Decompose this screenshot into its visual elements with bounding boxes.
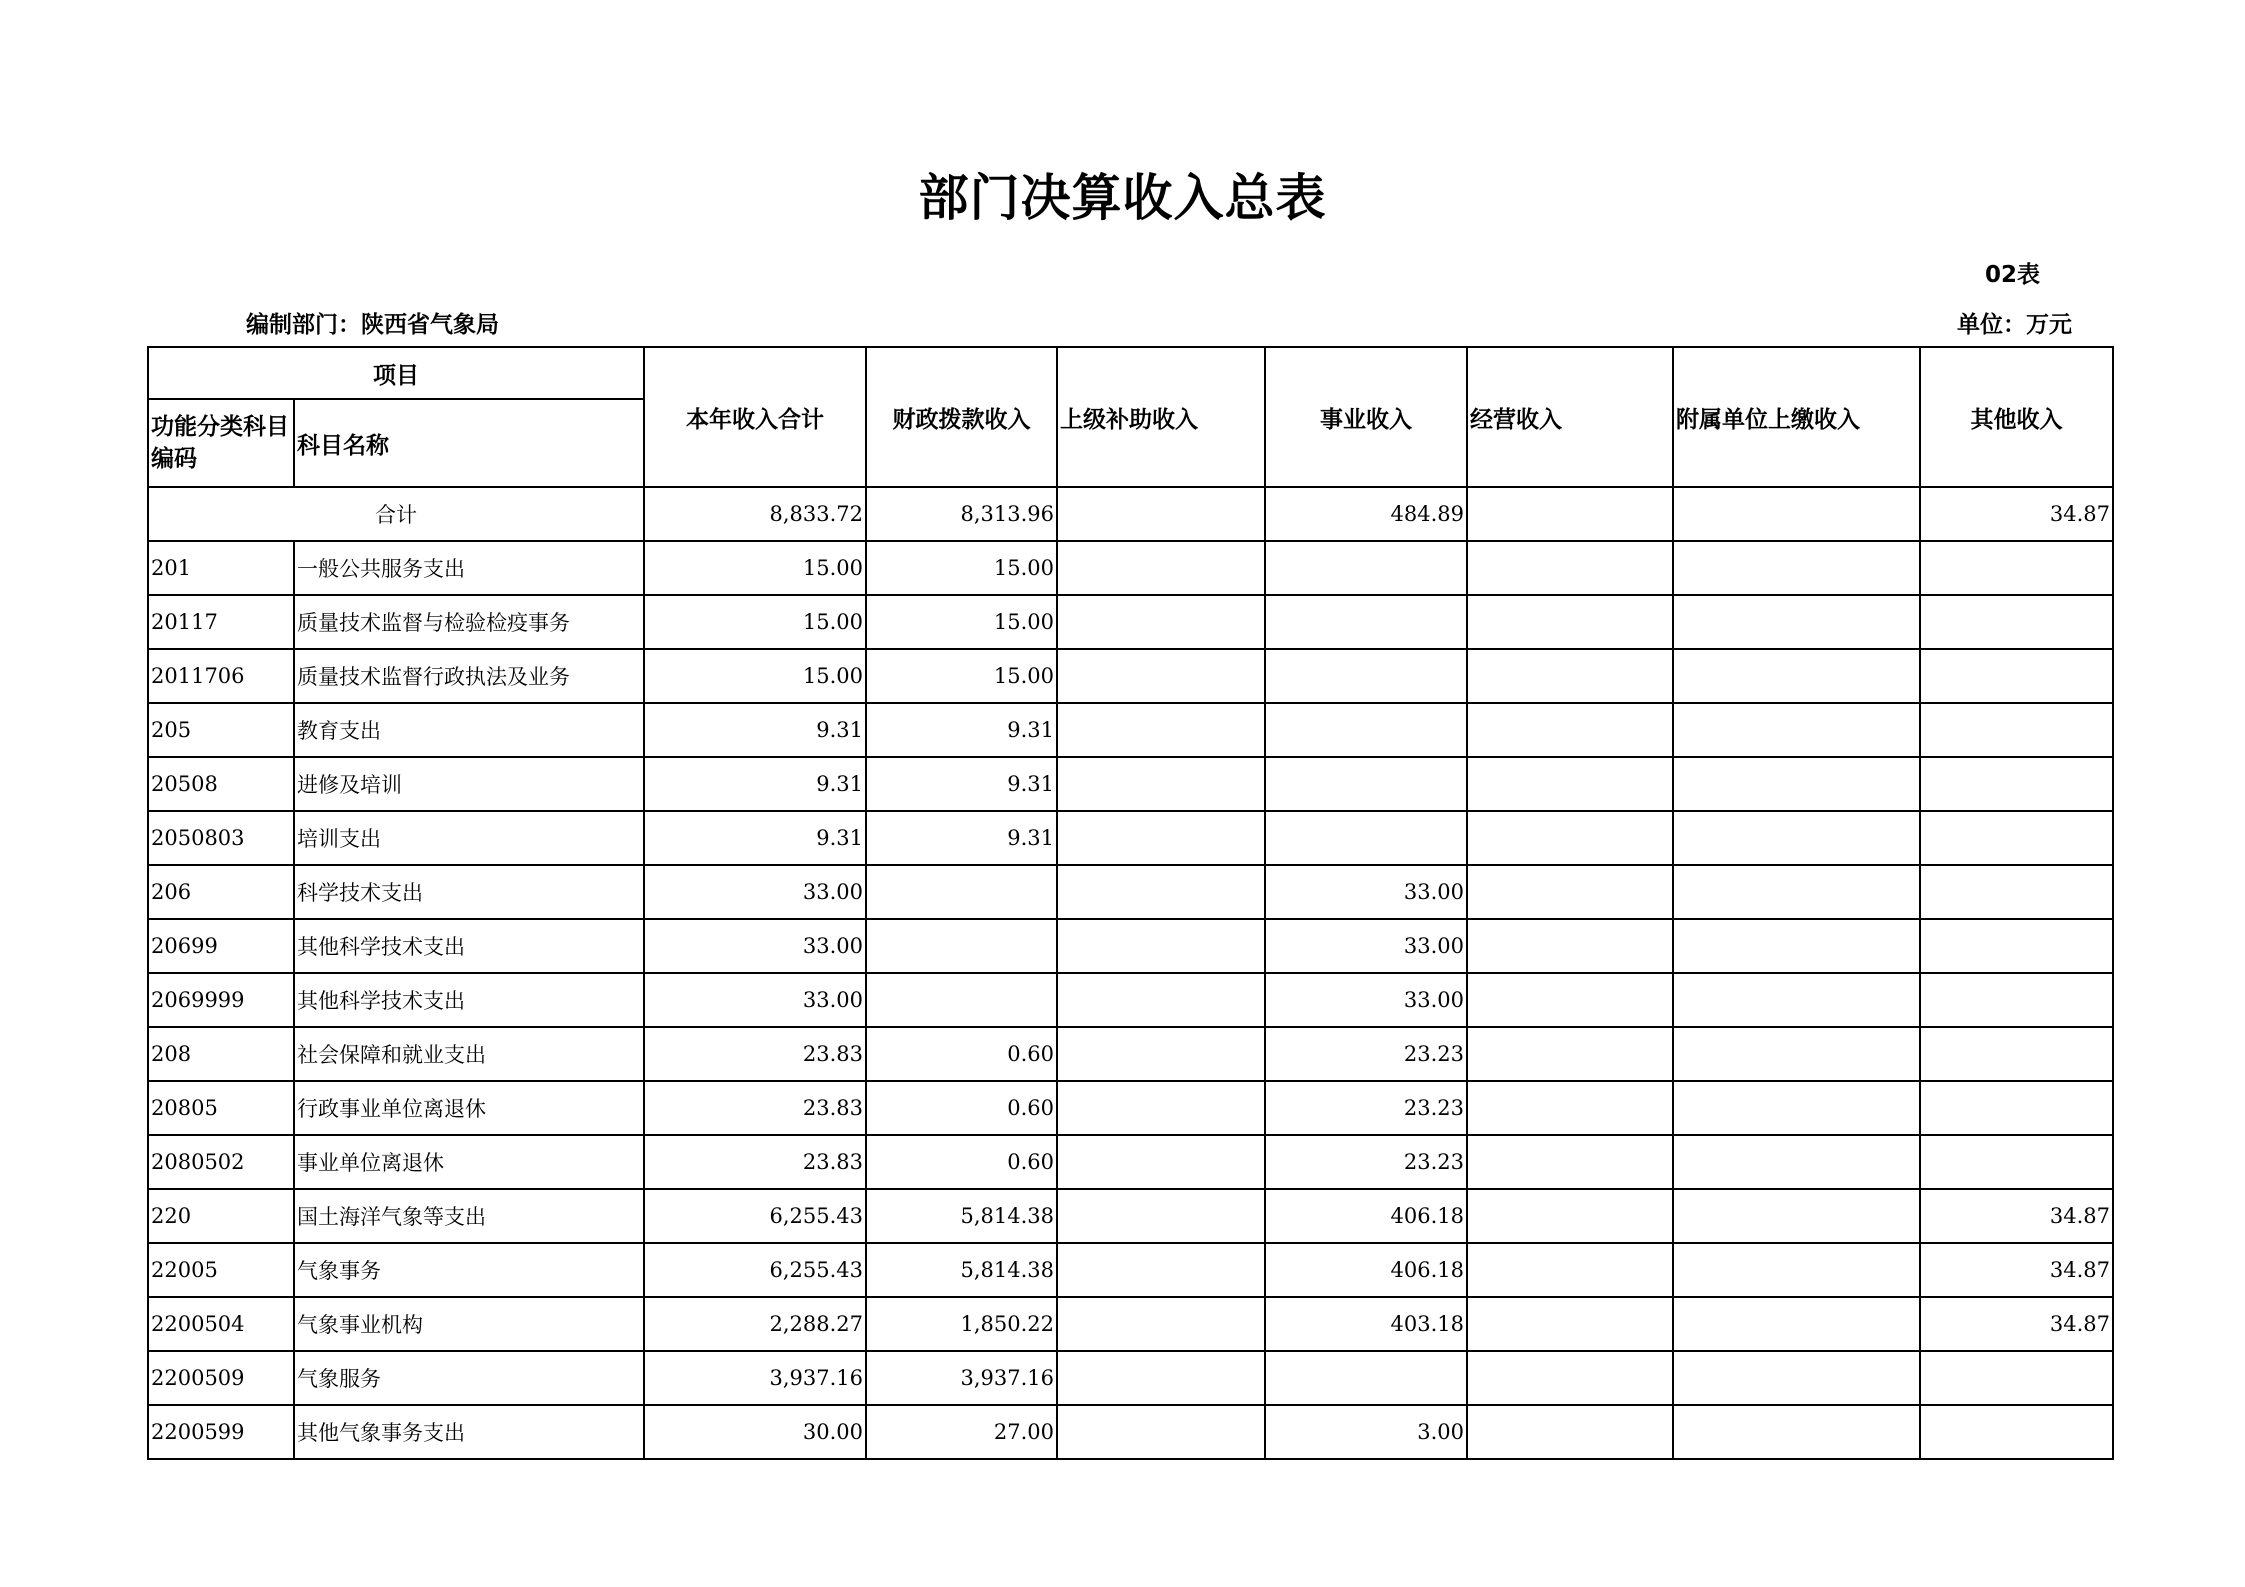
table-row: [148, 811, 2113, 865]
cell-superior: [1057, 757, 1265, 811]
cell-superior: [1057, 1189, 1265, 1243]
cell-fiscal: 3,937.16: [866, 1351, 1057, 1405]
cell-business: 33.00: [1265, 919, 1467, 973]
cell-superior: [1057, 1351, 1265, 1405]
cell-business: [1265, 811, 1467, 865]
cell-affiliate: [1673, 1027, 1920, 1081]
table-row: [148, 541, 2113, 595]
cell-business: [1265, 541, 1467, 595]
cell-total: 9.31: [644, 757, 866, 811]
cell-business: 406.18: [1265, 1243, 1467, 1297]
cell-operating: [1467, 919, 1673, 973]
table-row: [148, 1027, 2113, 1081]
cell-fiscal: 9.31: [866, 811, 1057, 865]
cell-code: 205: [148, 703, 294, 757]
cell-operating: [1467, 757, 1673, 811]
cell-code: 201: [148, 541, 294, 595]
cell-operating: [1467, 1081, 1673, 1135]
cell-name: 科学技术支出: [294, 865, 644, 919]
cell-fiscal: 0.60: [866, 1081, 1057, 1135]
cell-affiliate: [1673, 541, 1920, 595]
cell-total: 3,937.16: [644, 1351, 866, 1405]
cell-fiscal: 5,814.38: [866, 1243, 1057, 1297]
cell-affiliate: [1673, 811, 1920, 865]
cell-business: 23.23: [1265, 1135, 1467, 1189]
cell-superior: [1057, 1027, 1265, 1081]
cell-operating: [1467, 1351, 1673, 1405]
total-label: 合计: [148, 487, 644, 541]
cell-code: 2069999: [148, 973, 294, 1027]
cell-other: [1920, 1135, 2113, 1189]
cell-other: 34.87: [1920, 1189, 2113, 1243]
income-summary-table: [147, 346, 2114, 1460]
cell-other: [1920, 865, 2113, 919]
cell-affiliate: [1673, 1081, 1920, 1135]
header-superior: 上级补助收入: [1057, 347, 1265, 487]
cell-business: [1265, 595, 1467, 649]
cell-business: 33.00: [1265, 865, 1467, 919]
cell-name: 质量技术监督行政执法及业务: [294, 649, 644, 703]
cell-name: 其他科学技术支出: [294, 919, 644, 973]
cell-superior: [1057, 649, 1265, 703]
cell-operating: [1467, 1243, 1673, 1297]
table-number: 02表: [1984, 262, 2040, 288]
cell-business: [1265, 1351, 1467, 1405]
header-business: 事业收入: [1265, 347, 1467, 487]
cell-operating: [1467, 649, 1673, 703]
cell-business: [1265, 757, 1467, 811]
header-item: 项目: [148, 347, 644, 399]
cell-name: 质量技术监督与检验检疫事务: [294, 595, 644, 649]
cell-business: 23.23: [1265, 1081, 1467, 1135]
header-affiliate: 附属单位上缴收入: [1673, 347, 1920, 487]
cell-total: 15.00: [644, 595, 866, 649]
cell-name: 气象事务: [294, 1243, 644, 1297]
table-row: [148, 703, 2113, 757]
cell-name: 一般公共服务支出: [294, 541, 644, 595]
cell-total: 15.00: [644, 541, 866, 595]
cell-name: 社会保障和就业支出: [294, 1027, 644, 1081]
table-row: [148, 1135, 2113, 1189]
cell-fiscal: 9.31: [866, 757, 1057, 811]
cell-affiliate: [1673, 1405, 1920, 1459]
header-total: 本年收入合计: [644, 347, 866, 487]
cell-other: [1920, 811, 2113, 865]
cell-affiliate: [1673, 1243, 1920, 1297]
cell-other: [1920, 1081, 2113, 1135]
cell-operating: [1467, 595, 1673, 649]
cell-other: [1920, 919, 2113, 973]
cell-total: 23.83: [644, 1135, 866, 1189]
total-row: [148, 487, 2113, 541]
cell-total: 9.31: [644, 811, 866, 865]
cell-affiliate: [1673, 973, 1920, 1027]
cell-business: 23.23: [1265, 1027, 1467, 1081]
cell-total: 6,255.43: [644, 1189, 866, 1243]
cell-business: 3.00: [1265, 1405, 1467, 1459]
cell-operating: [1467, 1297, 1673, 1351]
header-other: 其他收入: [1920, 347, 2113, 487]
cell-operating: [1467, 1135, 1673, 1189]
table-row: [148, 865, 2113, 919]
table-row: [148, 1405, 2113, 1459]
cell-code: 2011706: [148, 649, 294, 703]
cell-name: 气象事业机构: [294, 1297, 644, 1351]
header-operating: 经营收入: [1467, 347, 1673, 487]
cell-affiliate: [1673, 919, 1920, 973]
cell-code: 20117: [148, 595, 294, 649]
cell-business: [1265, 649, 1467, 703]
cell-superior: [1057, 541, 1265, 595]
cell-fiscal: 15.00: [866, 541, 1057, 595]
cell-code: 2200509: [148, 1351, 294, 1405]
table-body: [148, 347, 2113, 1459]
cell-fiscal: [866, 973, 1057, 1027]
header-code: 功能分类科目编码: [148, 399, 294, 487]
cell-operating: [1467, 1027, 1673, 1081]
cell-other: [1920, 649, 2113, 703]
cell-affiliate: [1673, 649, 1920, 703]
cell-operating: [1467, 811, 1673, 865]
cell-code: 2200599: [148, 1405, 294, 1459]
cell-other: [1920, 703, 2113, 757]
cell-fiscal: 15.00: [866, 649, 1057, 703]
cell-name: 事业单位离退休: [294, 1135, 644, 1189]
total-other: 34.87: [1920, 487, 2113, 541]
table-row: [148, 1189, 2113, 1243]
table-row: [148, 1297, 2113, 1351]
cell-business: 33.00: [1265, 973, 1467, 1027]
total-affiliate: [1673, 487, 1920, 541]
total-fiscal: 8,313.96: [866, 487, 1057, 541]
cell-business: 403.18: [1265, 1297, 1467, 1351]
table-row: [148, 595, 2113, 649]
cell-operating: [1467, 865, 1673, 919]
cell-total: 15.00: [644, 649, 866, 703]
cell-other: [1920, 541, 2113, 595]
cell-business: 406.18: [1265, 1189, 1467, 1243]
cell-affiliate: [1673, 1351, 1920, 1405]
cell-total: 23.83: [644, 1081, 866, 1135]
cell-total: 30.00: [644, 1405, 866, 1459]
cell-name: 气象服务: [294, 1351, 644, 1405]
cell-other: [1920, 1027, 2113, 1081]
cell-name: 教育支出: [294, 703, 644, 757]
cell-name: 其他科学技术支出: [294, 973, 644, 1027]
cell-affiliate: [1673, 595, 1920, 649]
cell-total: 33.00: [644, 919, 866, 973]
cell-code: 20699: [148, 919, 294, 973]
table-row: [148, 757, 2113, 811]
cell-superior: [1057, 919, 1265, 973]
cell-name: 其他气象事务支出: [294, 1405, 644, 1459]
cell-superior: [1057, 865, 1265, 919]
cell-superior: [1057, 1135, 1265, 1189]
cell-fiscal: 1,850.22: [866, 1297, 1057, 1351]
cell-superior: [1057, 1243, 1265, 1297]
cell-other: [1920, 1405, 2113, 1459]
cell-code: 220: [148, 1189, 294, 1243]
cell-code: 2200504: [148, 1297, 294, 1351]
cell-affiliate: [1673, 865, 1920, 919]
cell-fiscal: 15.00: [866, 595, 1057, 649]
cell-fiscal: [866, 865, 1057, 919]
cell-fiscal: 5,814.38: [866, 1189, 1057, 1243]
cell-other: [1920, 595, 2113, 649]
cell-superior: [1057, 811, 1265, 865]
cell-fiscal: 0.60: [866, 1027, 1057, 1081]
cell-other: [1920, 973, 2113, 1027]
cell-code: 2080502: [148, 1135, 294, 1189]
cell-name: 进修及培训: [294, 757, 644, 811]
cell-operating: [1467, 1189, 1673, 1243]
cell-other: [1920, 757, 2113, 811]
table-row: [148, 1243, 2113, 1297]
header-fiscal: 财政拨款收入: [866, 347, 1057, 487]
cell-operating: [1467, 973, 1673, 1027]
cell-affiliate: [1673, 1297, 1920, 1351]
cell-name: 行政事业单位离退休: [294, 1081, 644, 1135]
cell-total: 23.83: [644, 1027, 866, 1081]
cell-affiliate: [1673, 1189, 1920, 1243]
table-row: [148, 649, 2113, 703]
header-name: 科目名称: [294, 399, 644, 487]
cell-other: [1920, 1351, 2113, 1405]
cell-fiscal: [866, 919, 1057, 973]
cell-code: 20508: [148, 757, 294, 811]
cell-superior: [1057, 973, 1265, 1027]
cell-fiscal: 9.31: [866, 703, 1057, 757]
cell-total: 33.00: [644, 865, 866, 919]
cell-total: 9.31: [644, 703, 866, 757]
cell-affiliate: [1673, 703, 1920, 757]
cell-name: 培训支出: [294, 811, 644, 865]
cell-superior: [1057, 595, 1265, 649]
department-label: 编制部门：陕西省气象局: [246, 312, 499, 338]
cell-operating: [1467, 703, 1673, 757]
cell-total: 33.00: [644, 973, 866, 1027]
cell-code: 208: [148, 1027, 294, 1081]
header-row-1: [148, 347, 2113, 399]
total-business: 484.89: [1265, 487, 1467, 541]
unit-label: 单位：万元: [1957, 312, 2072, 338]
cell-affiliate: [1673, 1135, 1920, 1189]
cell-superior: [1057, 703, 1265, 757]
cell-superior: [1057, 1297, 1265, 1351]
cell-total: 2,288.27: [644, 1297, 866, 1351]
cell-code: 206: [148, 865, 294, 919]
cell-name: 国土海洋气象等支出: [294, 1189, 644, 1243]
page-title: 部门决算收入总表: [918, 169, 1327, 227]
table-row: [148, 919, 2113, 973]
cell-other: 34.87: [1920, 1243, 2113, 1297]
cell-business: [1265, 703, 1467, 757]
cell-code: 22005: [148, 1243, 294, 1297]
cell-operating: [1467, 1405, 1673, 1459]
table-row: [148, 1081, 2113, 1135]
cell-total: 6,255.43: [644, 1243, 866, 1297]
total-total: 8,833.72: [644, 487, 866, 541]
table-row: [148, 973, 2113, 1027]
total-superior: [1057, 487, 1265, 541]
cell-superior: [1057, 1081, 1265, 1135]
cell-fiscal: 0.60: [866, 1135, 1057, 1189]
cell-code: 2050803: [148, 811, 294, 865]
cell-superior: [1057, 1405, 1265, 1459]
cell-fiscal: 27.00: [866, 1405, 1057, 1459]
cell-affiliate: [1673, 757, 1920, 811]
cell-other: 34.87: [1920, 1297, 2113, 1351]
total-operating: [1467, 487, 1673, 541]
cell-code: 20805: [148, 1081, 294, 1135]
cell-operating: [1467, 541, 1673, 595]
table-row: [148, 1351, 2113, 1405]
